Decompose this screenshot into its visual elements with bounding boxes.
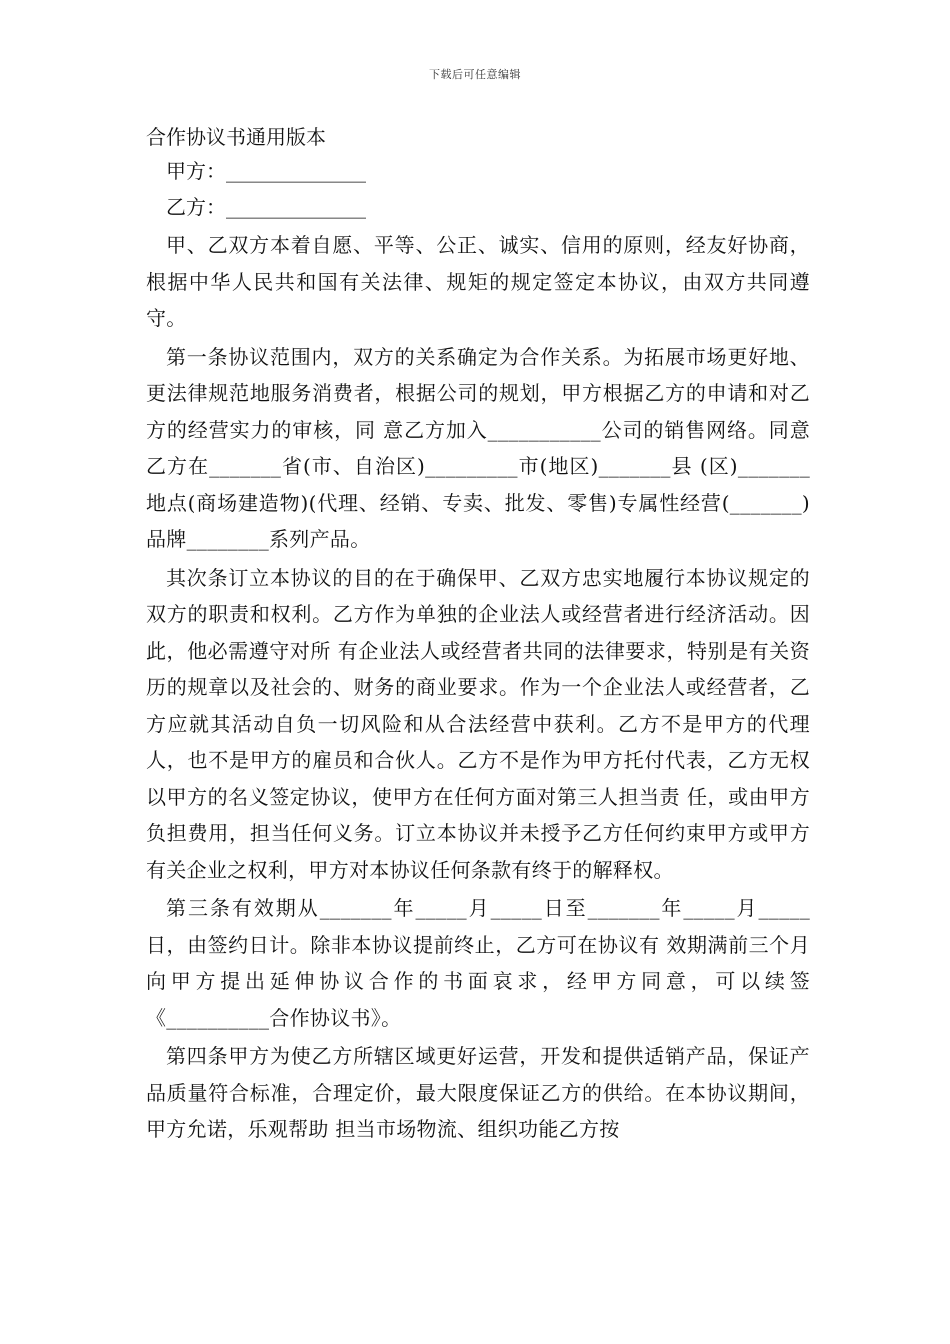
party-a-line: 甲方：______________ [166, 159, 366, 183]
page-header: 下载后可任意编辑 [429, 68, 521, 81]
paragraph-article-3: 第三条有效期从_______年_____月_____日至_______年_____月_____日，由签约日计。除非本协议提前终止，乙方可在协议有 效期满前三个月向甲方提出延伸协议合作的书面哀求，经甲方同意，可以续签《__________合作协议书》。 [146, 896, 810, 1030]
document-body [146, 121, 810, 1148]
paragraph-article-1: 第一条协议范围内，双方的关系确定为合作关系。为拓展市场更好地、更法律规范地服务消费者，根据公司的规划，甲方根据乙方的申请和对乙方的经营实力的审核，同 意乙方加入___________公司的销售网络。同意乙方在_______省(市、自治区)_________市(地区)_______县 (区)_______地点(商场建造物)(代理、经销、专卖、批发、零售)专属性经营(_______)品牌________系列产品。 [146, 344, 810, 551]
paragraph-article-4: 第四条甲方为使乙方所辖区域更好运营，开发和提供适销产品，保证产品质量符合标准，合理定价，最大限度保证乙方的供给。在本协议期间，甲方允诺，乐观帮助 担当市场物流、组织功能乙方按 [146, 1044, 810, 1141]
document-title: 合作协议书通用版本 [146, 125, 326, 149]
paragraph-preamble: 甲、乙双方本着自愿、平等、公正、诚实、信用的原则，经友好协商，根据中华人民共和国有关法律、规矩的规定签定本协议，由双方共同遵守。 [146, 233, 810, 330]
paragraph-article-2: 其次条订立本协议的目的在于确保甲、乙双方忠实地履行本协议规定的双方的职责和权利。乙方作为单独的企业法人或经营者进行经济活动。因此，他必需遵守对所 有企业法人或经营者共同的法律要求，特别是有关资历的规章以及社会的、财务的商业要求。作为一个企业法人或经营者，乙方应就其活动自负一切风险和从合法经营中获利。乙方不是甲方的代理人，也不是甲方的雇员和合伙人。乙方不是作为甲方托付代表，乙方无权以甲方的名义签定协议，使甲方在任何方面对第三人担当责 任，或由甲方负担费用，担当任何义务。订立本协议并未授予乙方任何约束甲方或甲方有关企业之权利，甲方对本协议任何条款有终于的解释权。 [146, 565, 810, 882]
party-b-line: 乙方：______________ [166, 195, 366, 219]
